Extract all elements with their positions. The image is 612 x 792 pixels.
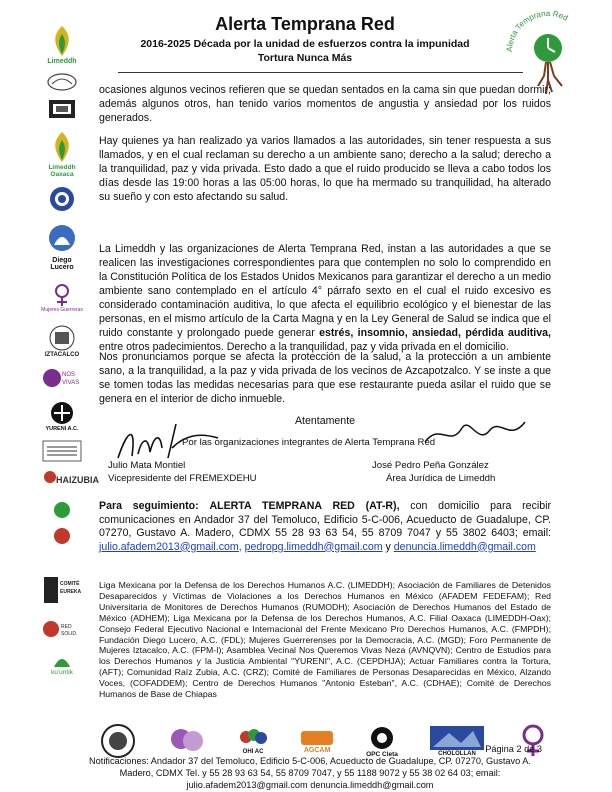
logo-diego-lucero: Diego Lucero: [40, 218, 84, 276]
email-link-denuncia[interactable]: denuncia.limeddh@gmail.com: [393, 540, 536, 553]
logo-rumodh: [40, 96, 84, 122]
member-org-list: Liga Mexicana por la Defensa de los Derechos Humanos A.C. (LIMEDDH); Asociación de Familiares de Detenidos Desaparecidos y Víctimas de Violaciones a los Derechos Humanos en México (AFADEM FEDEFAM); Red Universitaria de Monitores de Derechos Humanos (RUMODH); Asociación de Derechos Humanos del Estado de México (ADHEM); Liga Mexicana por la Defensa de los Derechos Humanos, A.C. Filial Oaxaca (LIMEDDH-Oax); Consejo Federal Ejecutivo Nacional e Internacional del Frente Mexicano Pro Derechos Humanos, A.C. (FMPDH); Fundación Diego Lucero, A.C. (FDL); Mujeres Guerrerenses por la Democracia, A.C. (MGD); Foro Permanente de Mujeres Iztacalco, A.C. (FPM-I); Asamblea Vecinal Nos Queremos Vivas Neza (AVNQVN); Centro de Estudios para los Derechos Humanos y la Justicia Ambiental "YURENI", A.C. (CEPDHJA); Actuar Familiares contra la Tortura, (AFT); Comunidad Raíz Zubia, A.C. (CRZ); Comité de Familiares de Personas Desaparecidas en México, Alzando Voces, (COFADDEM); Centro de Derechos Humanos "Antonio Esteban", A.C. (CDHAE); Comité de Derechos Humanos de Base de Chiapas: [99, 580, 551, 700]
signer-right-name: José Pedro Peña González: [372, 460, 489, 471]
logo-arc-text: Alerta Temprana Red: [504, 9, 570, 53]
followup-block: Para seguimiento: ALERTA TEMPRANA RED (AT-R), con domicilio para recibir comunicaciones en Andador 37 del Temoluco, Edificio 5-C-006, Acueducto de Guadalupe, CP. 07270, Gustavo A. Madero, CDMX 55 28 93 63 54, 55 8709 7047 y 55 3802 6403; email: julio.afadem2013@gmail.com, pedropg.limeddh@gmail.com y denuncia.limeddh@gmail.com: [99, 500, 551, 553]
logo-raiz-zubia: [40, 466, 99, 490]
logo-eureka: [40, 572, 84, 608]
header-rule: [118, 72, 523, 73]
women-logo: [167, 723, 207, 759]
svg-text:RED: RED: [61, 624, 72, 630]
svg-text:VIVAS: VIVAS: [62, 380, 80, 386]
footer-line-1: Notificaciones: Andador 37 del Temoluco, Edificio 5-C-006, Acueducto de Guadalupe, CP. 07270, Gustavo A.: [89, 756, 531, 766]
signer-right-role: Área Jurídica de Limeddh: [386, 473, 496, 484]
logo-cofaddem: [40, 498, 84, 522]
flame-icon: [48, 24, 76, 58]
svg-text:EUREKA: EUREKA: [60, 589, 82, 595]
paragraph-3: La Limeddh y las organizaciones de Alerta Temprana Red, instan a las autoridades a que se realicen las investigaciones correspondientes para que contemplen no solo lo comprendido en la Constitución Política de los Estados Unidos Mexicanos para garantizar el derecho a un medio ambiente sano contemplado en el artículo 4° párrafo sexto en el cual el ruido excesivo es considerado contaminación auditiva, lo que afecta el equilibrio ecológico y el bienestar de las personas, en el mismo artículo de la Carta Magna y en la Ley General de Salud se indica que el ruido constante y prolongado puede generar estrés, insomnio, ansiedad, pérdida auditiva, entre otros padecimientos. Derecho a la tranquilidad, paz y vida privada en el domicilio.: [99, 243, 551, 353]
seal-logo: [100, 723, 136, 759]
closing: Atentamente: [294, 415, 356, 427]
logo-cdhae: [40, 524, 84, 548]
logo-ohi: OHI AC: [238, 727, 268, 755]
header-title: Alerta Temprana Red: [215, 14, 395, 34]
footer-line-2: Madero, CDMX Tel. y 55 28 93 63 54, 55 8709 7047, y 55 1188 9072 y 55 38 02 64 03; email:: [119, 768, 501, 778]
logo-red-solidaria: [40, 614, 84, 644]
paragraph-4: Nos pronunciamos porque se afecta la protección de la salud, a la protección a un ambiente sano, a la tranquilidad, a la paz y vida privada de los vecinos de Azcapotzalco. Y se inste a que se tomen todas las medidas necesarias para que ese restaurante pueda asilar el ruido que se genera en el interior de dicho inmueble.: [99, 351, 551, 405]
email-link-julio[interactable]: julio.afadem2013@gmail.com,: [99, 540, 242, 553]
header-subtitle: 2016-2025 Década por la unidad de esfuerzos contra la impunidad: [140, 38, 470, 50]
logo-limeddh-oaxaca: Limeddh Oaxaca: [40, 126, 84, 182]
signer-left-role: Vicepresidente del FREMEXDEHU: [108, 473, 257, 484]
email-link-pedro[interactable]: pedropg.limeddh@gmail.com: [244, 540, 383, 553]
logo-chollolan: CHOLOLLAN: [429, 725, 485, 757]
svg-text:SOLID.: SOLID.: [61, 631, 78, 637]
footer-line-3: julio.afadem2013@gmail.com denuncia.limeddh@gmail.com: [186, 780, 434, 790]
logo-kuuntik: ku'untik: [40, 648, 84, 678]
logo-fmpdh: [40, 184, 84, 214]
svg-text:NOS: NOS: [62, 372, 76, 378]
signer-left-name: Julio Mata Montiel: [108, 460, 186, 471]
logo-agcam: AGCAM: [299, 729, 335, 754]
header-slogan: Tortura Nunca Más: [257, 52, 353, 64]
paragraph-1: ocasiones algunos vecinos refieren que se quedan sentados en la cama sin que puedan dormir; además algunos otros, han tenido varios momentos de angustia y ansiedad por los ruidos generados.: [99, 84, 551, 124]
logo-avnqvn: [40, 364, 84, 392]
svg-text:COMITÉ: COMITÉ: [60, 581, 80, 587]
logo-afadem: [40, 70, 84, 94]
logo-yureni: YURENI A.C.: [40, 398, 84, 434]
page-number: Página 2 de 3: [485, 744, 542, 754]
logo-actuar: [40, 438, 84, 464]
logo-iztacalco: IZTACALCO: [40, 320, 84, 362]
orgs-line: Por las organizaciones integrantes de Alerta Temprana Red: [182, 437, 436, 448]
logo-mujeres-guerreras: Mujeres Guerreras: [40, 280, 84, 316]
logo-limeddh: Limeddh: [40, 18, 84, 70]
signature-jose-pedro: [420, 412, 530, 456]
svg-text:HAIZUBIA: HAIZUBIA: [56, 475, 99, 485]
paragraph-2: Hay quienes ya han realizado ya varios llamados a las autoridades, sin tener respuesta a sus llamados, y en el cual reclaman su derecho a un ambiente sano; derecho a la salud; derecho a la tranquilidad, paz y vida privada. Esto dado a que el ruido producido se lleva a cabo todos los días desde las 19:00 horas a las 05:00 horas, lo que ha mermado su tranquilidad, ha alterado su sueño y con esto afectando su salud.: [99, 135, 551, 203]
logo-cleta: OPC Cleta: [366, 725, 398, 758]
